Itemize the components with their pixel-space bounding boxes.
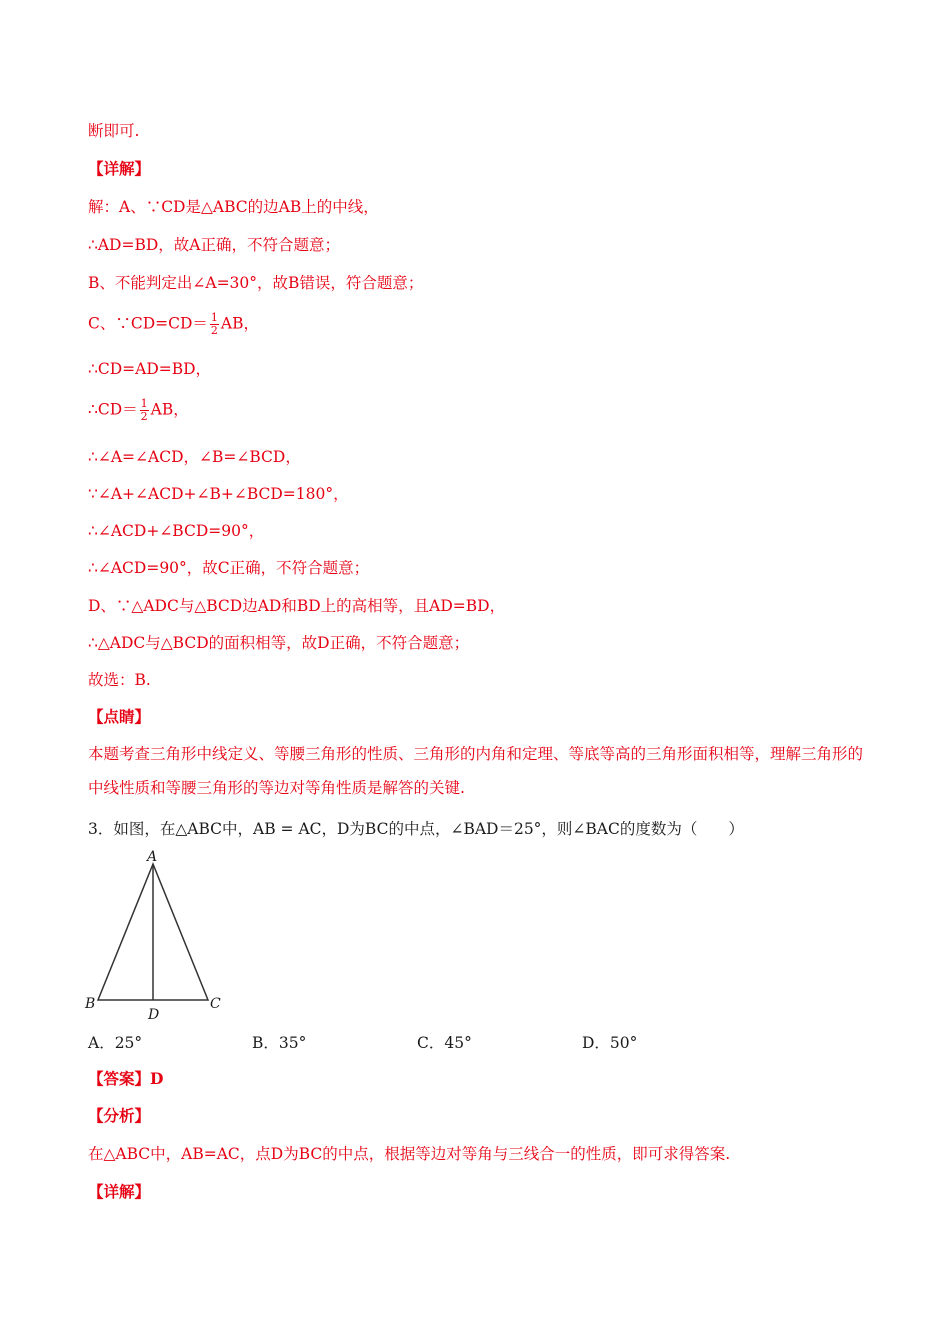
text-fragment: AB， <box>220 314 260 333</box>
detail-heading: 【详解】 <box>88 159 151 178</box>
vertex-label-a: A <box>147 849 158 865</box>
vertex-label-c: C <box>210 996 221 1012</box>
text-fragment: C、∵CD=CD＝ <box>88 314 208 333</box>
triangle-figure <box>82 846 232 1022</box>
text-line: D、∵△ADC与△BCD边AD和BD上的高相等，且AD=BD， <box>88 597 506 615</box>
option-a: A．25° <box>88 1034 143 1052</box>
text-line: B、不能判定出∠A=30°，故B错误，符合题意； <box>88 274 424 292</box>
fraction-denominator: 2 <box>210 324 218 337</box>
text-line: ∴△ADC与△BCD的面积相等，故D正确，不符合题意； <box>88 634 470 652</box>
fraction <box>140 398 149 423</box>
note-paragraph: 本题考查三角形中线定义、等腰三角形的性质、三角形的内角和定理、等底等高的三角形面积相等，理解三角形的中线性质和等腰三角形的等边对等角性质是解答的关键. <box>88 745 864 797</box>
text-line: ∵∠A+∠ACD+∠B+∠BCD=180°， <box>88 485 349 503</box>
text-line: ∴CD=AD=BD， <box>88 360 212 378</box>
text-line: 解：A、∵CD是△ABC的边AB上的中线， <box>88 198 379 216</box>
analysis-text: 在△ABC中，AB=AC，点D为BC的中点，根据等边对等角与三线合一的性质，即可求得答案. <box>88 1145 731 1163</box>
text-line: ∴∠A=∠ACD，∠B=∠BCD， <box>88 448 301 466</box>
text-fragment: AB， <box>150 400 189 419</box>
answer-line: 【答案】D <box>88 1069 164 1088</box>
text-fragment: ∴CD＝ <box>88 400 138 419</box>
text-line <box>88 398 189 423</box>
fraction-numerator: 1 <box>210 311 218 324</box>
fraction <box>210 312 219 337</box>
text-line: 故选：B. <box>88 671 151 689</box>
text-line: 断即可. <box>88 122 140 140</box>
text-line: ∴AD=BD，故A正确，不符合题意； <box>88 236 340 254</box>
fraction-denominator: 2 <box>140 410 148 423</box>
option-c: C．45° <box>417 1034 472 1052</box>
text-line: ∴∠ACD=90°，故C正确，不符合题意； <box>88 559 370 577</box>
option-b: B．35° <box>252 1034 307 1052</box>
detail-heading-2: 【详解】 <box>88 1182 151 1201</box>
option-d: D．50° <box>582 1034 638 1052</box>
fraction-numerator: 1 <box>140 397 148 410</box>
text-line: ∴∠ACD+∠BCD=90°， <box>88 522 265 540</box>
text-line <box>88 312 259 337</box>
analysis-heading: 【分析】 <box>88 1106 151 1125</box>
vertex-label-d: D <box>148 1007 160 1022</box>
vertex-label-b: B <box>85 996 96 1012</box>
note-heading: 【点睛】 <box>88 707 151 726</box>
question-3: 3．如图，在△ABC中，AB = AC，D为BC的中点，∠BAD＝25°，则∠BAC的度数为（ ） <box>88 820 744 838</box>
